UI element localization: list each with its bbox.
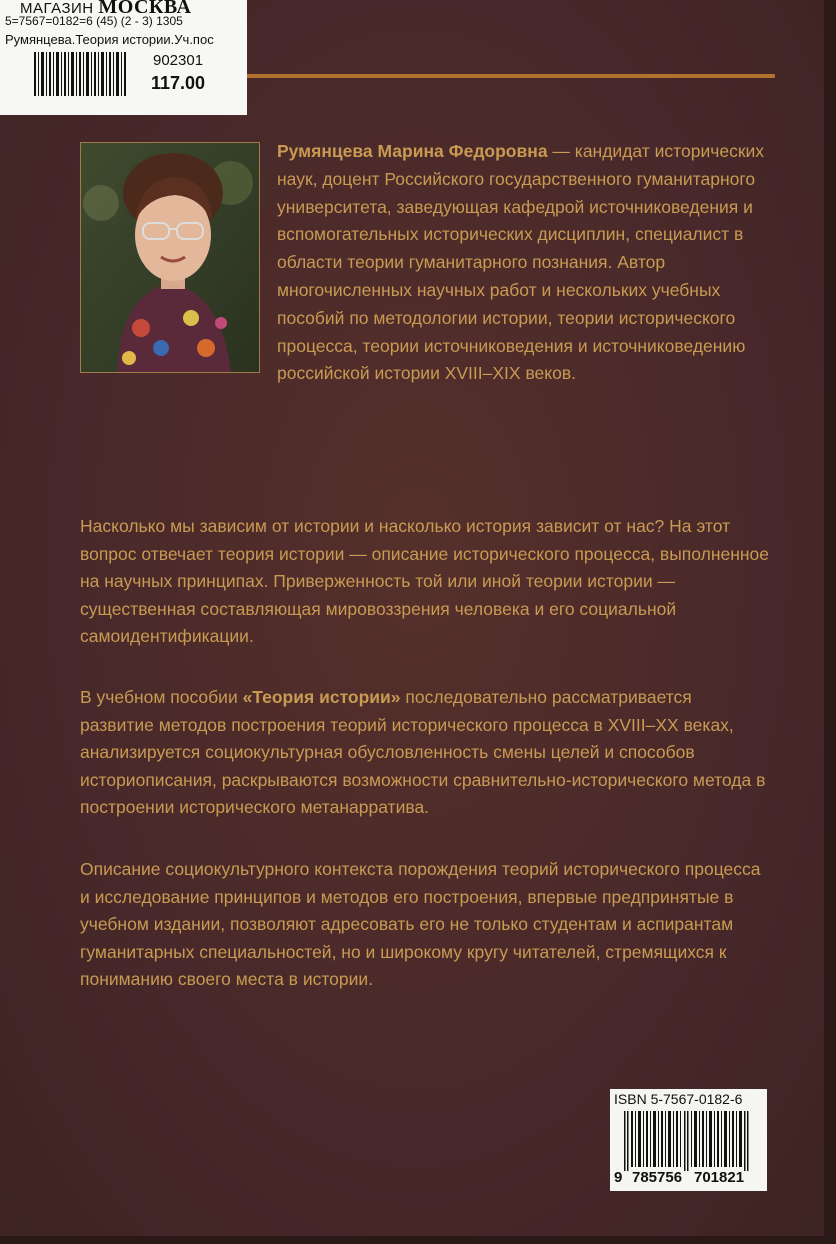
cover-edge-right <box>824 0 836 1244</box>
price-sticker <box>0 0 247 115</box>
author-name: Румянцева Марина Федоровна <box>277 141 548 161</box>
sticker-price: 117.00 <box>151 73 206 93</box>
author-bio <box>277 138 777 388</box>
isbn-digit-first: 9 <box>614 1169 623 1186</box>
p2-after: последовательно рассматривается развитие методов построения теорий исторического процесса в XVIII–XX веках, анализируется социокультурная обусловленность смены целей и способов историописания, раскрываются возможности сравнительно-исторического метода в построении исторического метанарратива. <box>80 687 766 817</box>
isbn-label: ISBN 5-7567-0182-6 <box>614 1091 743 1107</box>
shop-label: МАГАЗИН <box>20 0 94 17</box>
author-bio-text: — кандидат исторических наук, доцент Российского государственного гуманитарного университета, заведующая кафедрой источниковедения и вспомогательных исторических дисциплин, специалист в области теории гуманитарного познания. Автор многочисленных научных работ и нескольких учебных пособий по методологии истории, теории исторического процесса, теории источниковедения и источниковедению российской истории XVIII–XIX веков. <box>277 141 765 384</box>
description-paragraph-3: Описание социокультурного контекста порождения теорий исторического процесса и исследование принципов и методов его построения, впервые предпринятые в учебном издании, позволяют адресовать его не только студентам и аспирантам гуманитарных специальностей, но и широкому кругу читателей, стремящихся к пониманию своего места в истории. <box>80 859 761 989</box>
description-paragraph-1: Насколько мы зависим от истории и насколько история зависит от нас? На этот вопрос отвечает теория истории — описание исторического процесса, выполненное на научных принципах. Приверженность той или иной теории истории — существенная составляющая мировоззрения человека и его социальной самоидентификации. <box>80 516 770 646</box>
isbn-barcode <box>614 1111 764 1171</box>
sticker-code: 902301 <box>153 52 204 69</box>
author-photo <box>80 142 260 373</box>
description-paragraph-2 <box>80 684 770 822</box>
decorative-rule <box>240 74 775 78</box>
isbn-barcode-block <box>610 1089 767 1191</box>
sticker-barcode <box>34 52 128 96</box>
isbn-digits-right: 701821 <box>694 1169 745 1186</box>
shop-title: МОСКВА <box>98 0 192 18</box>
p2-before: В учебном пособии <box>80 687 243 707</box>
sticker-codes: 5=7567=0182=6 (45) (2 - 3) 1305 <box>5 14 183 28</box>
isbn-digits-left: 785756 <box>632 1169 683 1186</box>
book-title: «Теория истории» <box>242 687 401 707</box>
sticker-title: Румянцева.Теория истории.Уч.пос <box>5 32 214 47</box>
author-portrait-image <box>81 143 259 372</box>
cover-edge-bottom <box>0 1236 836 1244</box>
